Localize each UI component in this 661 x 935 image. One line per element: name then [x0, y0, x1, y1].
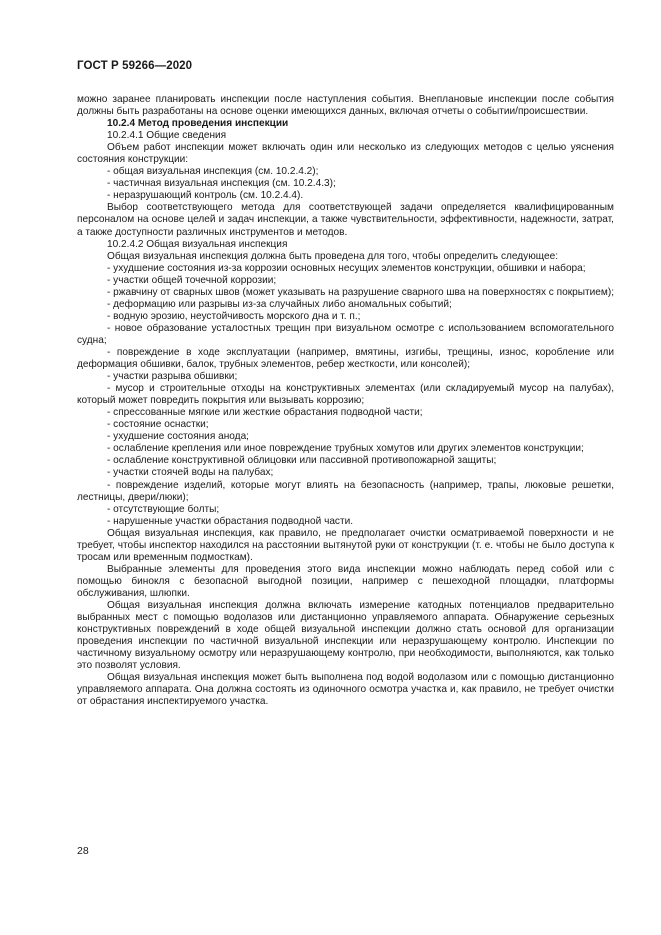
list-item: - водную эрозию, неустойчивость морского дна и т. п.; [107, 310, 361, 322]
document-header: ГОСТ Р 59266—2020 [77, 60, 193, 72]
paragraph: 10.2.4.1 Общие сведения [107, 130, 227, 142]
paragraph: Объем работ инспекции может включать один или несколько из следующих методов с целью уяснения состояния конструкции: [77, 142, 614, 166]
paragraph: Выбор соответствующего метода для соответствующей задачи определяется квалифицированным персоналом на основе целей и задач инспекции, а также чувствительности, эффективности, надежности, затрат, а также доступности различных инструментов и методов. [77, 202, 614, 238]
paragraph: Общая визуальная инспекция должна быть проведена для того, чтобы определить следующее: [107, 250, 559, 262]
page-number: 28 [77, 845, 89, 857]
list-item: - участки стоячей воды на палубах; [107, 467, 274, 479]
paragraph: Общая визуальная инспекция должна включать измерение катодных потенциалов предварительно выбранных мест с помощью водолазов или дистанционно управляемого аппарата. Обнаружение серьезных конструктивных повреждений в ходе общей визуальной инспекции должно стать основой для организации проведения инспекции по частичной визуальной инспекции или неразрушающему контролю. Инспекции по частичному визуальному осмотру или неразрушающему контролю, при необходимости, выполняются, как только это позволят условия. [77, 599, 614, 672]
list-item: - мусор и строительные отходы на конструктивных элементах (или складируемый мусор на палубах), который может повредить покрытия или вызывать коррозию; [77, 383, 614, 407]
document-body [77, 94, 614, 708]
list-item: - участки разрыва обшивки; [107, 371, 238, 383]
paragraph: Общая визуальная инспекция, как правило, не предполагает очистки осматриваемой поверхности и не требует, чтобы инспектор находился на расстоянии вытянутой руки от конструкции (т. е. чтобы не было доступа к тросам или временным подмосткам). [77, 527, 614, 563]
list-item: - спрессованные мягкие или жесткие обрастания подводной части; [107, 407, 423, 419]
list-item: - новое образование усталостных трещин при визуальном осмотре с использованием вспомогательного судна; [77, 322, 614, 346]
section-heading: 10.2.4 Метод проведения инспекции [107, 118, 289, 130]
list-item: - общая визуальная инспекция (см. 10.2.4.2); [107, 166, 319, 178]
list-item: - нарушенные участки обрастания подводной части. [107, 515, 354, 527]
list-item: - участки общей точечной коррозии; [107, 274, 277, 286]
list-item: - ослабление крепления или иное повреждение трубных хомутов или других элементов конструкции; [107, 443, 584, 455]
list-item: - состояние оснастки; [107, 419, 209, 431]
paragraph: можно заранее планировать инспекции после наступления события. Внеплановые инспекции после события должны быть разработаны на основе оценки имеющихся данных, включая отчеты о событии/происшествии. [77, 94, 614, 118]
list-item: - повреждение в ходе эксплуатации (например, вмятины, изгибы, трещины, износ, коробление или деформация обшивки, балок, трубных элементов, ребер жесткости, или консолей); [77, 346, 614, 371]
paragraph: Выбранные элементы для проведения этого вида инспекции можно наблюдать перед собой или с помощью бинокля с безопасной выгодной позиции, например с пешеходной площадки, платформы обслуживания, шлюпки. [77, 563, 614, 599]
list-item: - ржавчину от сварных швов (может указывать на разрушение сварного шва на поверхностях с покрытием); [107, 286, 615, 298]
list-item: - неразрушающий контроль (см. 10.2.4.4). [107, 190, 304, 202]
paragraph: 10.2.4.2 Общая визуальная инспекция [107, 238, 288, 250]
list-item: - ухудшение состояния анода; [107, 431, 249, 443]
list-item: - частичная визуальная инспекция (см. 10.2.4.3); [107, 178, 336, 190]
list-item: - отсутствующие болты; [107, 503, 220, 515]
list-item: - ухудшение состояния из-за коррозии основных несущих элементов конструкции, обшивки и набора; [107, 262, 586, 274]
paragraph: Общая визуальная инспекция может быть выполнена под водой водолазом или с помощью дистанционно управляемого аппарата. Она должна состоять из одиночного осмотра участка и, как правило, не требует очистки от обрастания инспектируемого участка. [77, 672, 614, 708]
list-item: - деформацию или разрывы из-за случайных либо аномальных событий; [107, 298, 452, 310]
list-item: - ослабление конструктивной облицовки или пассивной противопожарной защиты; [107, 455, 497, 467]
list-item: - повреждение изделий, которые могут влиять на безопасность (например, трапы, люковые решетки, лестницы, двери/люки); [77, 479, 614, 503]
